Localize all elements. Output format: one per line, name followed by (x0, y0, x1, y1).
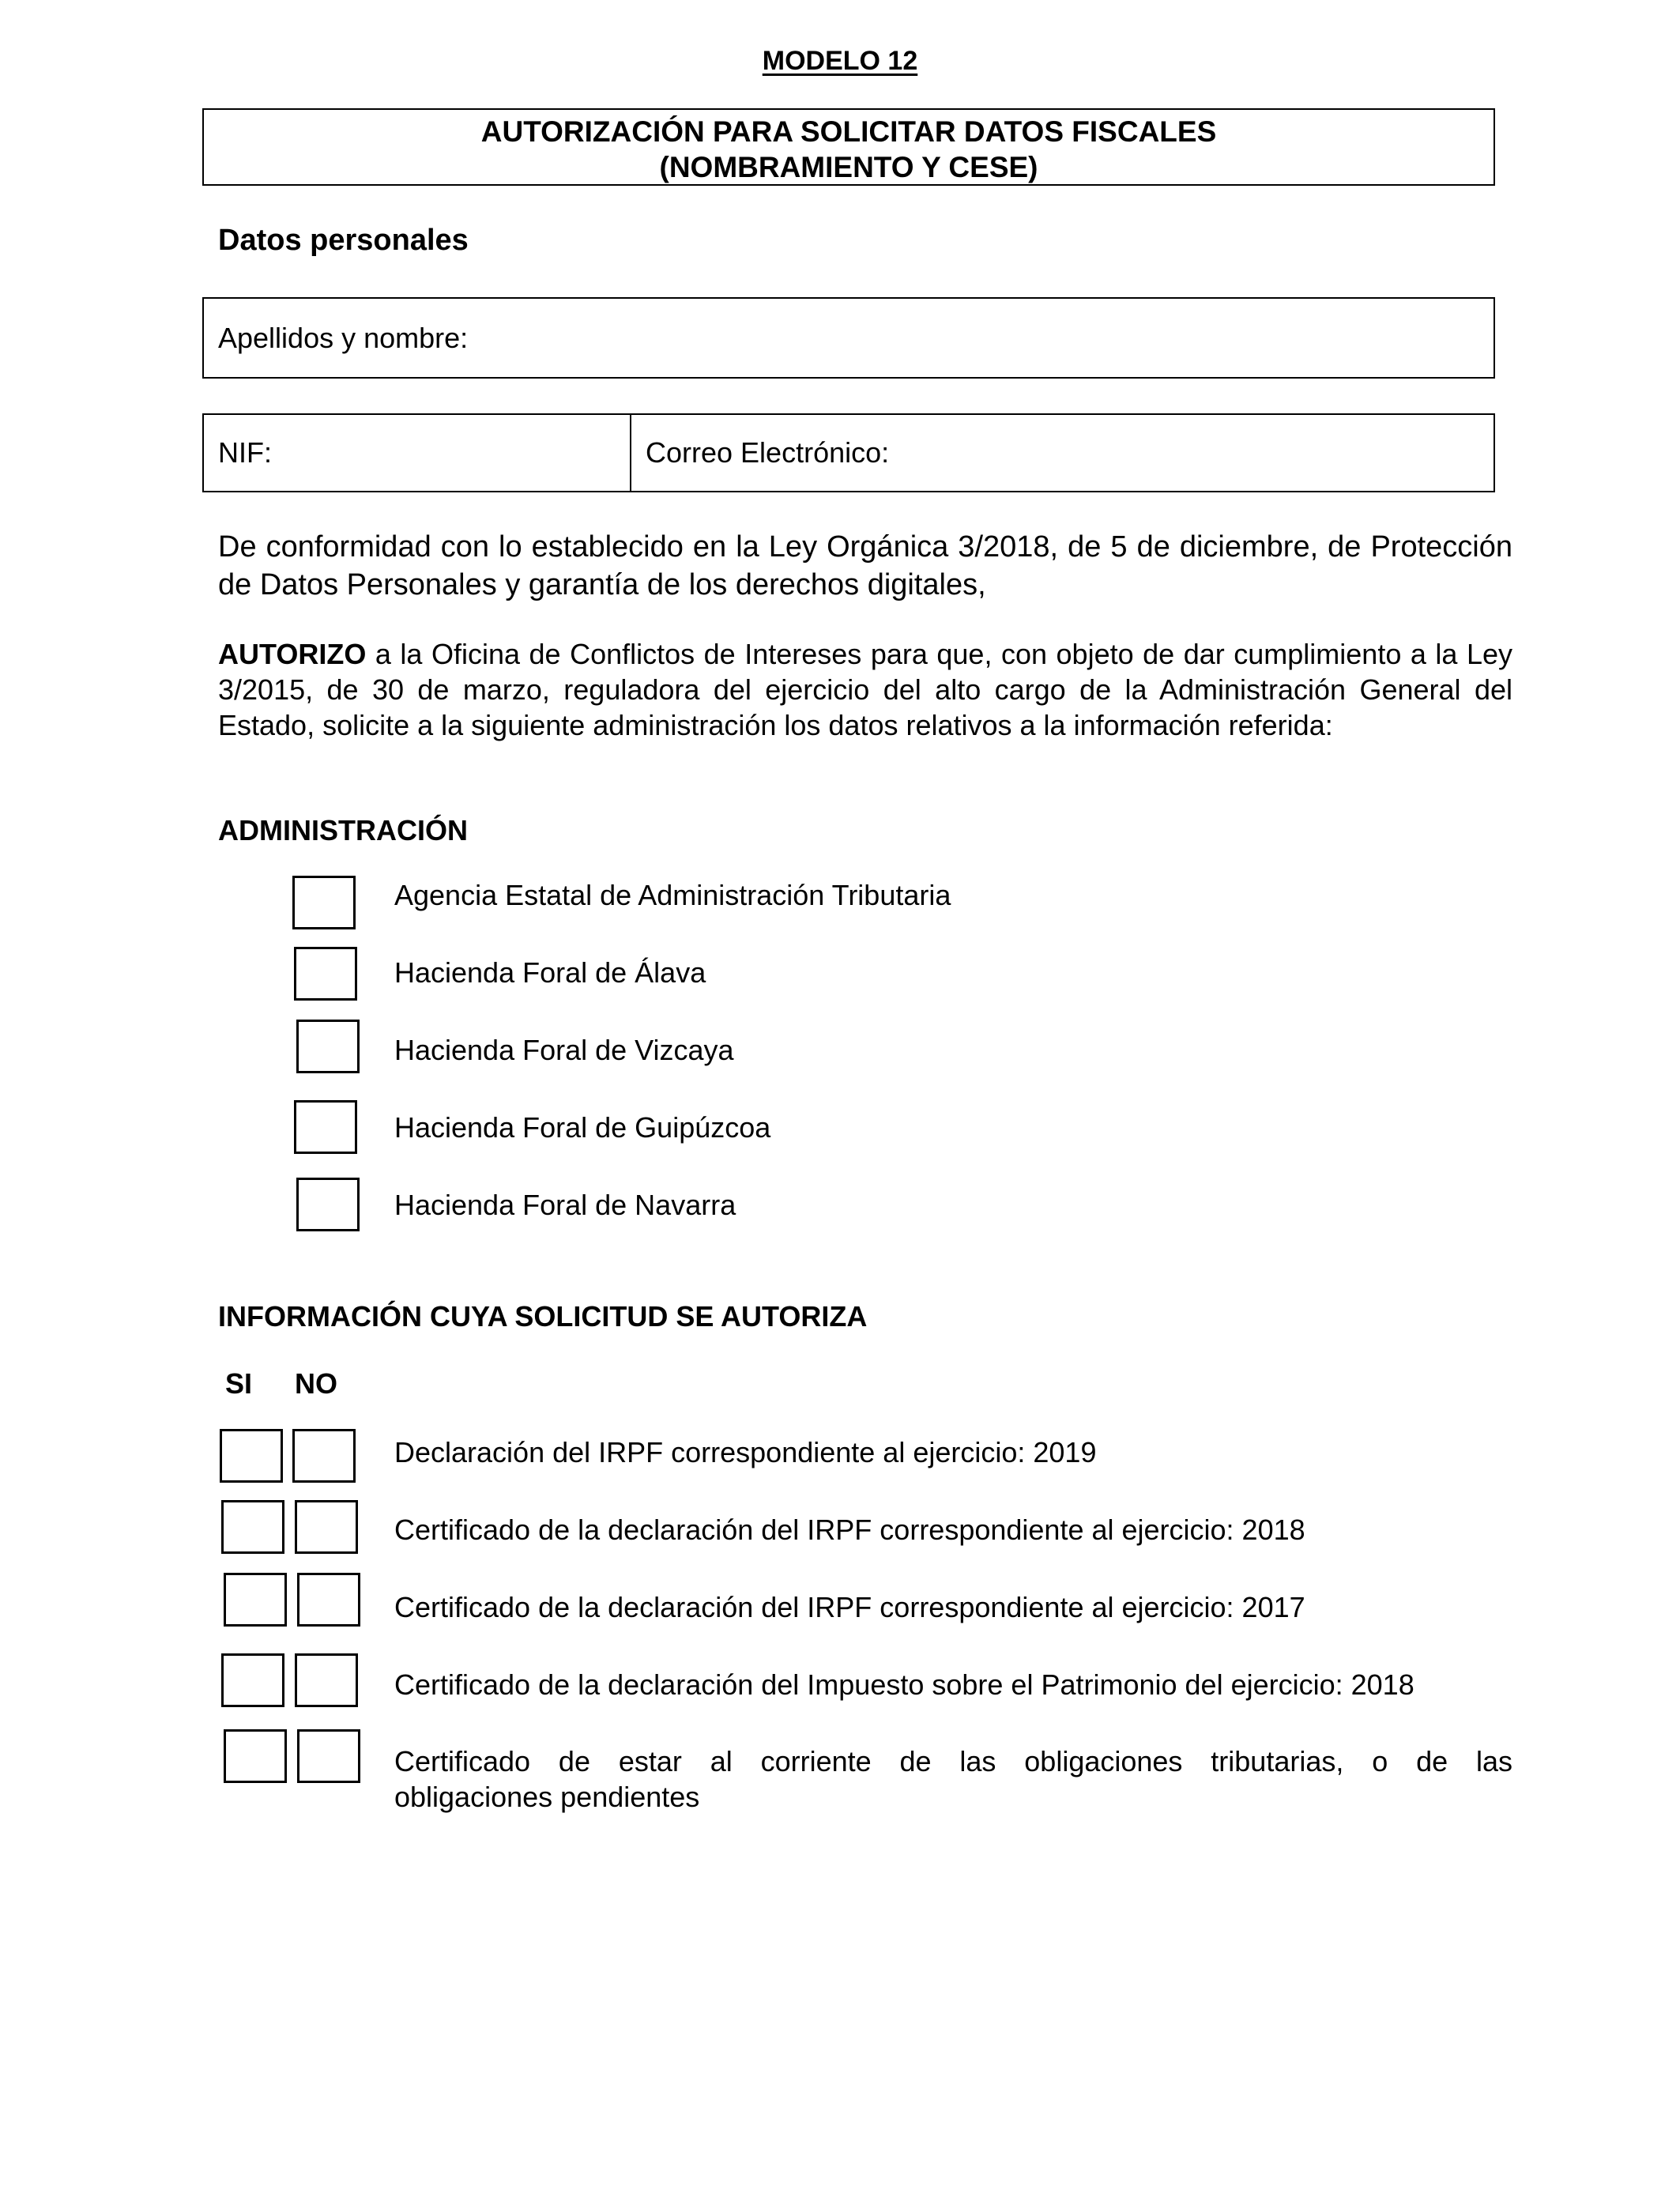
informacion-item: Certificado de la declaración del IRPF correspondiente al ejercicio: 2018 (394, 1514, 1305, 1546)
checkbox-si[interactable] (221, 1500, 284, 1554)
form-title-box (202, 108, 1495, 186)
checkbox-no[interactable] (295, 1500, 358, 1554)
form-title: AUTORIZACIÓN PARA SOLICITAR DATOS FISCALES (480, 115, 1217, 148)
informacion-heading: INFORMACIÓN CUYA SOLICITUD SE AUTORIZA (218, 1300, 868, 1333)
checkbox-alava[interactable] (294, 947, 357, 1001)
checkbox-si[interactable] (221, 1653, 284, 1707)
email-field-label: Correo Electrónico: (646, 436, 890, 469)
checkbox-si[interactable] (224, 1729, 287, 1783)
autorizo-keyword: AUTORIZO (218, 638, 367, 670)
informacion-item: Declaración del IRPF correspondiente al ejercicio: 2019 (394, 1436, 1097, 1468)
checkbox-si[interactable] (224, 1573, 287, 1627)
administracion-heading: ADMINISTRACIÓN (218, 814, 468, 846)
nif-field[interactable] (202, 413, 631, 492)
informacion-item-line1: Certificado de estar al corriente de las obligaciones tributarias, o de las (394, 1745, 1512, 1777)
no-column-header: NO (295, 1367, 337, 1400)
checkbox-no[interactable] (297, 1573, 360, 1627)
checkbox-no[interactable] (295, 1653, 358, 1707)
administracion-item: Agencia Estatal de Administración Tributaria (394, 879, 951, 911)
checkbox-no[interactable] (297, 1729, 360, 1783)
administracion-item: Hacienda Foral de Vizcaya (394, 1034, 734, 1066)
name-field-label: Apellidos y nombre: (218, 321, 469, 354)
form-code: MODELO 12 (762, 46, 918, 76)
email-field[interactable] (630, 413, 1495, 492)
informacion-item (394, 1744, 1512, 1815)
legal-paragraph: De conformidad con lo establecido en la Ley Orgánica 3/2018, de 5 de diciembre, de Protección de Datos Personales y garantía de los derechos digitales, (218, 530, 1512, 601)
name-field[interactable] (202, 297, 1495, 379)
administracion-item: Hacienda Foral de Guipúzcoa (394, 1111, 771, 1144)
checkbox-navarra[interactable] (296, 1178, 360, 1231)
authorization-paragraph (218, 636, 1512, 743)
informacion-item: Certificado de la declaración del IRPF correspondiente al ejercicio: 2017 (394, 1591, 1305, 1623)
nif-field-label: NIF: (218, 436, 272, 469)
checkbox-no[interactable] (292, 1429, 356, 1483)
authorization-text: a la Oficina de Conflictos de Intereses para que, con objeto de dar cumplimiento a la Ley 3/2015, de 30 de marzo, reguladora del ejercicio del alto cargo de la Administración General del Estado, solicite a la siguiente administración los datos relativos a la información referida: (218, 638, 1512, 741)
administracion-item: Hacienda Foral de Álava (394, 956, 706, 989)
checkbox-vizcaya[interactable] (296, 1020, 360, 1073)
checkbox-aeat[interactable] (292, 876, 356, 929)
informacion-item-line2: obligaciones pendientes (394, 1781, 700, 1813)
checkbox-si[interactable] (220, 1429, 283, 1483)
administracion-item: Hacienda Foral de Navarra (394, 1189, 736, 1221)
form-subtitle: (NOMBRAMIENTO Y CESE) (659, 151, 1038, 183)
personal-data-heading: Datos personales (218, 224, 469, 257)
informacion-item: Certificado de la declaración del Impuesto sobre el Patrimonio del ejercicio: 2018 (394, 1668, 1414, 1701)
checkbox-guipuzcoa[interactable] (294, 1100, 357, 1154)
si-column-header: SI (225, 1367, 253, 1400)
